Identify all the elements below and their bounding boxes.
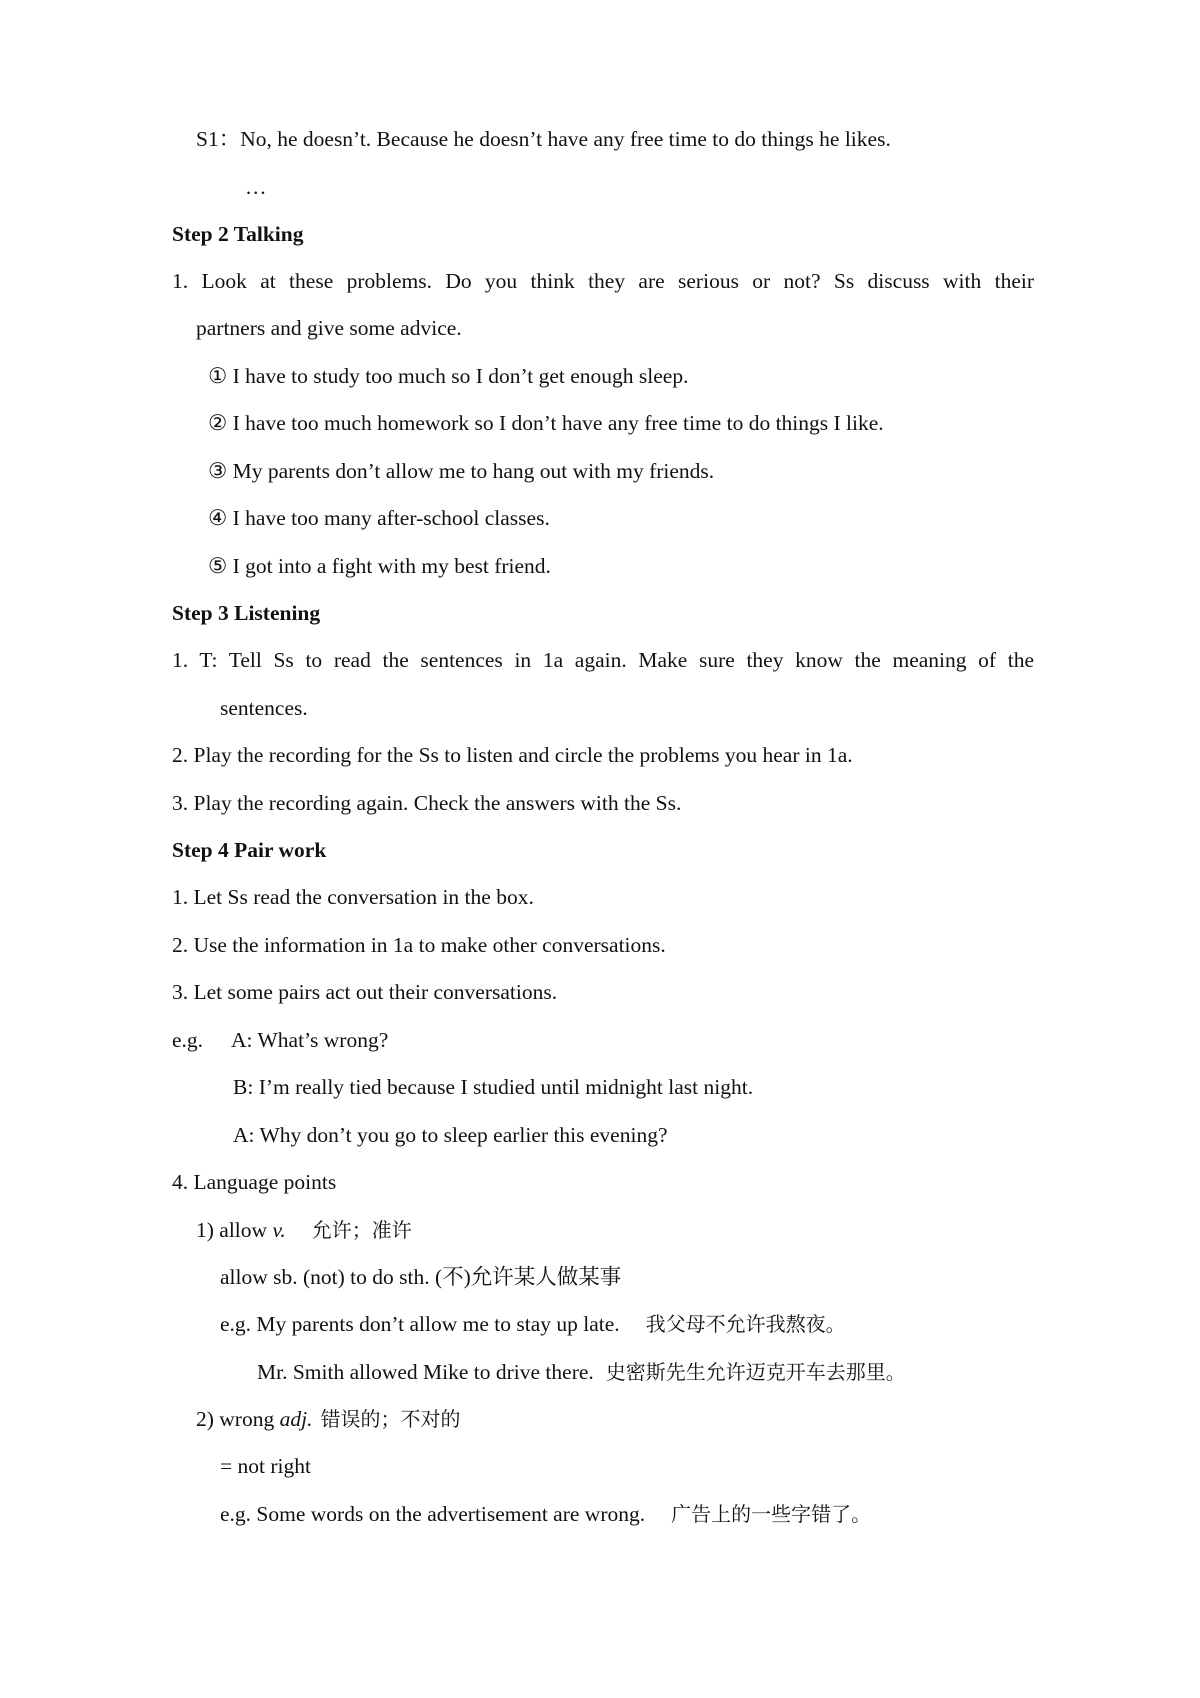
point-usage: allow sb. (not) to do sth. (不)允许某人做某事 [220, 1265, 622, 1289]
conversation-line: A: Why don’t you go to sleep earlier this evening? [233, 1123, 668, 1147]
dialogue-ellipsis: … [245, 175, 267, 199]
problem-item: ⑤ I got into a fight with my best friend. [208, 554, 551, 578]
language-point-2 [196, 1404, 460, 1434]
point-word: 1) allow [196, 1218, 268, 1242]
problem-item: ④ I have too many after-school classes. [208, 506, 550, 530]
step3-item1-line2: sentences. [220, 696, 308, 720]
step2-item1-line2: partners and give some advice. [196, 316, 462, 340]
point-synonym: = not right [220, 1454, 311, 1478]
step4-item1: 1. Let Ss read the conversation in the box. [172, 885, 534, 909]
example-chinese: 我父母不允许我熬夜。 [645, 1312, 846, 1336]
step3-item1-line1: 1. T: Tell Ss to read the sentences in 1a again. Make sure they know the meaning of the [172, 648, 1034, 672]
step4-item4: 4. Language points [172, 1170, 337, 1194]
example-english: e.g. Some words on the advertisement are wrong. [220, 1502, 646, 1526]
part-of-speech: adj. [279, 1407, 313, 1431]
point-meaning: 允许；准许 [311, 1218, 412, 1242]
example-chinese: 史密斯先生允许迈克开车去那里。 [605, 1360, 906, 1384]
point-example [220, 1499, 871, 1529]
step3-item3: 3. Play the recording again. Check the answers with the Ss. [172, 791, 682, 815]
point-example [220, 1309, 846, 1339]
point-example [257, 1357, 906, 1387]
example-english: e.g. My parents don’t allow me to stay up late. [220, 1312, 620, 1336]
example-chinese: 广告上的一些字错了。 [671, 1502, 872, 1526]
example-conversation-line [172, 1025, 388, 1055]
step3-item2: 2. Play the recording for the Ss to listen and circle the problems you hear in 1a. [172, 743, 853, 767]
step4-item2: 2. Use the information in 1a to make other conversations. [172, 933, 666, 957]
problem-item: ① I have to study too much so I don’t get enough sleep. [208, 364, 689, 388]
example-english: Mr. Smith allowed Mike to drive there. [257, 1360, 594, 1384]
step4-item3: 3. Let some pairs act out their conversations. [172, 980, 558, 1004]
conversation-line: B: I’m really tied because I studied until midnight last night. [233, 1075, 754, 1099]
eg-label: e.g. [172, 1028, 204, 1052]
point-meaning: 错误的；不对的 [320, 1407, 461, 1431]
step3-heading: Step 3 Listening [172, 601, 321, 625]
problem-item: ② I have too much homework so I don’t have any free time to do things I like. [208, 411, 884, 435]
step2-item1-line1: 1. Look at these problems. Do you think they are serious or not? Ss discuss with their [172, 269, 1034, 293]
part-of-speech: v. [272, 1218, 286, 1242]
dialogue-s1-line: S1：No, he doesn’t. Because he doesn’t have any free time to do things he likes. [196, 127, 891, 151]
conversation-line: A: What’s wrong? [231, 1028, 389, 1052]
language-point-1 [196, 1215, 412, 1245]
step4-heading: Step 4 Pair work [172, 838, 327, 862]
point-word: 2) wrong [196, 1407, 275, 1431]
problem-item: ③ My parents don’t allow me to hang out with my friends. [208, 459, 715, 483]
step2-heading: Step 2 Talking [172, 222, 304, 246]
